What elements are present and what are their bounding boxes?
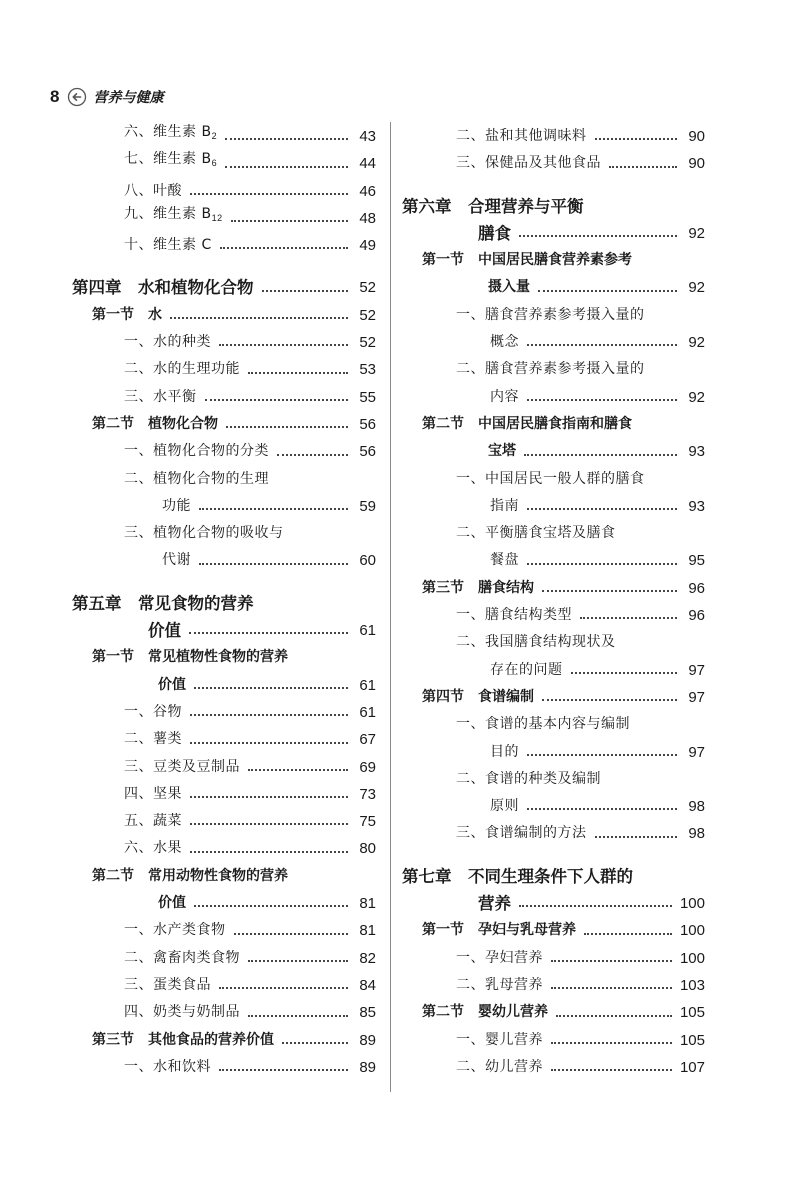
toc-entry-title: 四、奶类与奶制品 (124, 1004, 240, 1021)
dot-leader (519, 905, 672, 907)
dot-leader (595, 138, 678, 140)
toc-entry-title: 三、豆类及豆制品 (124, 758, 240, 775)
toc-entry-title: 一、谷物 (124, 703, 182, 720)
page-number: 8 (50, 87, 60, 106)
toc-entry-page: 59 (359, 497, 376, 515)
toc-entry-page: 84 (359, 976, 376, 994)
toc-entry-page: 73 (359, 785, 376, 803)
toc-entry-page: 44 (359, 155, 376, 173)
toc-entry-line[interactable] (402, 766, 705, 793)
dot-leader (190, 796, 348, 798)
running-header (50, 83, 163, 111)
section-title: 第二节 中国居民膳食指南和膳食 (422, 415, 632, 432)
toc-entry[interactable] (72, 123, 376, 150)
toc-entry-line[interactable] (402, 356, 705, 383)
toc-entry-page: 89 (359, 1058, 376, 1076)
subscript: 6 (211, 158, 218, 169)
toc-entry-title: 一、婴儿营养 (456, 1031, 543, 1048)
dot-leader (580, 617, 677, 619)
toc-entry-title: 三、植物化合物的吸收与 (124, 525, 284, 542)
chapter-title: 营养 (478, 894, 511, 914)
toc-entry-page: 52 (359, 306, 376, 324)
toc-entry-title: 六、水果 (124, 840, 182, 857)
toc-entry-title: 一、水和饮料 (124, 1058, 211, 1075)
toc-entry-page: 103 (679, 976, 705, 994)
toc-entry-title: 功能 (162, 497, 191, 514)
dot-leader (190, 193, 348, 195)
toc-entry[interactable] (72, 972, 376, 999)
toc-entry[interactable] (72, 150, 376, 177)
section-title: 第三节 膳食结构 (422, 579, 534, 596)
section-title: 第二节 婴幼儿营养 (422, 1004, 548, 1021)
toc-right-column (402, 123, 705, 1081)
column-divider (390, 122, 391, 1092)
toc-entry[interactable] (402, 602, 705, 629)
toc-entry-page: 75 (359, 813, 376, 831)
toc-entry[interactable] (402, 1054, 705, 1081)
toc-entry[interactable] (72, 917, 376, 944)
toc-entry[interactable] (72, 999, 376, 1026)
toc-section-continuation[interactable] (402, 274, 705, 301)
toc-chapter-continuation[interactable] (72, 617, 376, 644)
toc-entry[interactable] (72, 232, 376, 259)
toc-entry-title: 三、保健品及其他食品 (456, 155, 601, 172)
toc-entry-title: 九、维生素 B (124, 205, 212, 222)
dot-leader (519, 235, 677, 237)
section-title: 第三节 其他食品的营养价值 (92, 1031, 274, 1048)
toc-entry-page: 81 (359, 895, 376, 913)
dot-leader (551, 987, 672, 989)
toc-entry-title: 一、膳食结构类型 (456, 607, 572, 624)
dot-leader (556, 1015, 672, 1017)
toc-entry[interactable] (72, 945, 376, 972)
dot-leader (551, 1042, 672, 1044)
toc-entry-page: 105 (679, 1031, 705, 1049)
dot-leader (219, 1069, 348, 1071)
dot-leader (248, 769, 348, 771)
toc-entry-title: 七、维生素 B (124, 151, 212, 168)
dot-leader (609, 166, 677, 168)
toc-entry-continuation[interactable] (402, 739, 705, 766)
toc-entry-page: 52 (359, 334, 376, 352)
toc-entry-page: 61 (359, 703, 376, 721)
toc-entry-page: 93 (688, 443, 705, 461)
toc-entry-title: 目的 (490, 743, 519, 760)
toc-entry-title: 三、水平衡 (124, 388, 197, 405)
section-title: 第二节 植物化合物 (92, 415, 218, 432)
toc-entry-page: 48 (359, 209, 376, 227)
toc-entry[interactable] (402, 972, 705, 999)
section-title: 第一节 常见植物性食物的营养 (92, 649, 288, 666)
toc-entry-continuation[interactable] (402, 384, 705, 411)
toc-entry-page: 97 (688, 743, 705, 761)
toc-entry-title: 二、膳食营养素参考摄入量的 (456, 361, 645, 378)
toc-entry-title: 二、禽畜肉类食物 (124, 949, 240, 966)
toc-entry-title: 一、孕妇营养 (456, 949, 543, 966)
toc-entry[interactable] (72, 356, 376, 383)
dot-leader (282, 1042, 348, 1044)
toc-section[interactable] (402, 684, 705, 711)
toc-entry-title: 一、食谱的基本内容与编制 (456, 716, 630, 733)
chapter-title: 第四章 水和植物化合物 (72, 278, 254, 298)
toc-entry-title: 内容 (490, 388, 519, 405)
dot-leader (538, 290, 677, 292)
chapter-title: 膳食 (478, 223, 511, 243)
dot-leader (527, 399, 677, 401)
toc-entry-continuation[interactable] (402, 657, 705, 684)
dot-leader (194, 905, 348, 907)
toc-entry-page: 107 (679, 1058, 705, 1076)
toc-entry-page: 46 (359, 182, 376, 200)
section-title: 第四节 食谱编制 (422, 688, 534, 705)
toc-chapter-line[interactable] (402, 193, 705, 220)
toc-entry-title: 一、植物化合物的分类 (124, 443, 269, 460)
toc-entry-title: 二、幼儿营养 (456, 1058, 543, 1075)
toc-entry-page: 56 (359, 415, 376, 433)
dot-leader (220, 247, 348, 249)
toc-section[interactable] (402, 575, 705, 602)
toc-entry-page: 82 (359, 949, 376, 967)
dot-leader (226, 426, 348, 428)
dot-leader (527, 508, 677, 510)
dot-leader (194, 687, 348, 689)
dot-leader (542, 699, 677, 701)
dot-leader (551, 960, 672, 962)
toc-entry[interactable] (72, 726, 376, 753)
section-title: 价值 (158, 676, 186, 693)
toc-entry-page: 90 (688, 128, 705, 145)
toc-chapter[interactable] (72, 274, 376, 301)
dot-leader (527, 808, 677, 810)
toc-entry-title: 二、我国膳食结构现状及 (456, 634, 616, 651)
toc-entry-page: 92 (688, 388, 705, 406)
toc-entry-page: 93 (688, 497, 705, 515)
toc-chapter-continuation[interactable] (402, 890, 705, 917)
toc-entry[interactable] (402, 123, 705, 150)
back-arrow-icon (67, 87, 87, 107)
dot-leader (199, 563, 348, 565)
toc-section-line[interactable] (402, 411, 705, 438)
toc-entry-page: 53 (359, 361, 376, 379)
toc-section[interactable] (72, 302, 376, 329)
toc-entry-title: 原则 (490, 798, 519, 815)
toc-entry-line[interactable] (402, 520, 705, 547)
toc-entry-title: 一、中国居民一般人群的膳食 (456, 470, 645, 487)
toc-section[interactable] (402, 917, 705, 944)
dot-leader (190, 714, 348, 716)
toc-entry-title: 餐盘 (490, 552, 519, 569)
toc-entry-line[interactable] (402, 466, 705, 493)
toc-entry-page: 96 (688, 607, 705, 625)
dot-leader (231, 220, 348, 222)
section-title: 第二节 常用动物性食物的营养 (92, 867, 288, 884)
toc-entry[interactable] (402, 820, 705, 847)
toc-entry-title: 存在的问题 (490, 661, 563, 678)
toc-entry-title: 三、食谱编制的方法 (456, 825, 587, 842)
toc-chapter-continuation[interactable] (402, 220, 705, 247)
dot-leader (189, 632, 348, 634)
dot-leader (190, 851, 348, 853)
toc-entry-title: 二、水的生理功能 (124, 361, 240, 378)
toc-entry-title: 一、膳食营养素参考摄入量的 (456, 306, 645, 323)
dot-leader (542, 590, 677, 592)
toc-entry-title: 三、蛋类食品 (124, 976, 211, 993)
toc-section[interactable] (72, 1027, 376, 1054)
toc-entry-page: 92 (688, 279, 705, 297)
dot-leader (595, 836, 678, 838)
dot-leader (234, 933, 349, 935)
dot-leader (190, 742, 348, 744)
toc-entry-line[interactable] (402, 302, 705, 329)
toc-entry-page: 61 (359, 676, 376, 694)
section-title: 第一节 水 (92, 306, 162, 323)
toc-entry-page: 97 (688, 661, 705, 679)
toc-entry[interactable] (72, 205, 376, 232)
toc-entry-page: 49 (359, 237, 376, 255)
toc-entry-line[interactable] (402, 711, 705, 738)
toc-entry-page: 92 (688, 334, 705, 352)
chapter-title: 价值 (148, 621, 181, 641)
toc-section-line[interactable] (402, 247, 705, 274)
toc-entry-line[interactable] (72, 520, 376, 547)
toc-entry-title: 二、平衡膳食宝塔及膳食 (456, 525, 616, 542)
toc-entry-page: 85 (359, 1004, 376, 1022)
dot-leader (199, 508, 348, 510)
toc-entry-page: 80 (359, 840, 376, 858)
subscript: 12 (211, 212, 223, 223)
toc-entry-page: 95 (688, 552, 705, 570)
dot-leader (524, 454, 677, 456)
toc-entry-continuation[interactable] (72, 547, 376, 574)
toc-entry-title: 八、叶酸 (124, 182, 182, 199)
dot-leader (571, 672, 678, 674)
subscript: 2 (211, 131, 218, 141)
toc-entry-line[interactable] (402, 629, 705, 656)
toc-entry[interactable] (72, 754, 376, 781)
toc-section[interactable] (72, 411, 376, 438)
toc-entry-continuation[interactable] (402, 547, 705, 574)
toc-entry-page: 100 (679, 922, 705, 940)
toc-left-column (72, 123, 376, 1081)
toc-chapter-line[interactable] (402, 863, 705, 890)
toc-entry-page: 52 (359, 279, 376, 297)
toc-entry-page: 98 (688, 825, 705, 843)
dot-leader (225, 166, 348, 168)
toc-section-line[interactable] (72, 863, 376, 890)
dot-leader (205, 399, 349, 401)
toc-chapter-line[interactable] (72, 590, 376, 617)
toc-entry-page: 100 (679, 895, 705, 913)
toc-entry[interactable] (72, 781, 376, 808)
dot-leader (190, 823, 348, 825)
dot-leader (262, 290, 349, 292)
toc-entry[interactable] (402, 1027, 705, 1054)
toc-entry[interactable] (402, 945, 705, 972)
toc-section-continuation[interactable] (402, 438, 705, 465)
chapter-title: 第五章 常见食物的营养 (72, 593, 254, 613)
toc-entry[interactable] (72, 699, 376, 726)
chapter-title: 第七章 不同生理条件下人群的 (402, 866, 633, 886)
toc-entry-page: 60 (359, 552, 376, 570)
toc-entry[interactable] (72, 438, 376, 465)
section-title: 宝塔 (488, 443, 516, 460)
toc-entry-line[interactable] (72, 466, 376, 493)
toc-entry-continuation[interactable] (72, 493, 376, 520)
toc-entry-page: 96 (688, 579, 705, 597)
section-title: 摄入量 (488, 279, 530, 296)
dot-leader (584, 933, 672, 935)
section-title: 第一节 孕妇与乳母营养 (422, 922, 576, 939)
toc-entry-title: 十、维生素 C (124, 237, 212, 254)
toc-entry[interactable] (402, 150, 705, 177)
toc-section[interactable] (402, 999, 705, 1026)
toc-entry-title: 五、蔬菜 (124, 813, 182, 830)
toc-entry-page: 98 (688, 798, 705, 816)
toc-entry-page: 56 (359, 443, 376, 461)
toc-entry-title: 二、薯类 (124, 731, 182, 748)
toc-entry-title: 概念 (490, 334, 519, 351)
dot-leader (527, 344, 677, 346)
toc-section-continuation[interactable] (72, 672, 376, 699)
toc-entry-page: 105 (679, 1004, 705, 1022)
dot-leader (219, 344, 348, 346)
toc-entry-continuation[interactable] (402, 793, 705, 820)
toc-entry-page: 92 (688, 224, 705, 242)
section-title: 价值 (158, 895, 186, 912)
toc-entry-title: 代谢 (162, 552, 191, 569)
section-title: 第一节 中国居民膳食营养素参考 (422, 252, 632, 269)
dot-leader (225, 138, 348, 140)
toc-entry[interactable] (72, 808, 376, 835)
dot-leader (248, 960, 348, 962)
toc-entry[interactable] (72, 1054, 376, 1081)
dot-leader (219, 987, 348, 989)
dot-leader (527, 754, 677, 756)
dot-leader (170, 317, 348, 319)
toc-entry-title: 一、水产类食物 (124, 922, 226, 939)
toc-entry-title: 二、乳母营养 (456, 976, 543, 993)
toc-section-line[interactable] (72, 644, 376, 671)
book-title: 营养与健康 (93, 90, 164, 106)
toc-entry-page: 89 (359, 1031, 376, 1049)
toc-entry-title: 一、水的种类 (124, 334, 211, 351)
toc-entry[interactable] (72, 329, 376, 356)
toc-section-continuation[interactable] (72, 890, 376, 917)
toc-entry-page: 67 (359, 731, 376, 749)
toc-entry-page: 55 (359, 388, 376, 406)
toc-entry-page: 81 (359, 922, 376, 940)
dot-leader (527, 563, 677, 565)
toc-entry-title: 指南 (490, 497, 519, 514)
toc-entry-title: 二、盐和其他调味料 (456, 128, 587, 144)
toc-entry-title: 六、维生素 B (124, 124, 212, 140)
toc-entry[interactable] (72, 384, 376, 411)
chapter-title: 第六章 合理营养与平衡 (402, 196, 584, 216)
toc-entry-title: 二、植物化合物的生理 (124, 470, 269, 487)
toc-entry-page: 97 (688, 688, 705, 706)
toc-entry-continuation[interactable] (402, 493, 705, 520)
dot-leader (551, 1069, 672, 1071)
toc-entry-page: 69 (359, 758, 376, 776)
toc-entry-page: 90 (688, 155, 705, 173)
dot-leader (248, 1015, 348, 1017)
toc-entry-page: 61 (359, 622, 376, 640)
toc-entry-continuation[interactable] (402, 329, 705, 356)
toc-entry-page: 43 (359, 128, 376, 145)
toc-entry-title: 二、食谱的种类及编制 (456, 770, 601, 787)
toc-entry[interactable] (72, 835, 376, 862)
toc-entry-title: 四、坚果 (124, 785, 182, 802)
toc-entry-page: 100 (679, 949, 705, 967)
toc-entry[interactable] (72, 178, 376, 205)
dot-leader (277, 454, 348, 456)
dot-leader (248, 372, 348, 374)
